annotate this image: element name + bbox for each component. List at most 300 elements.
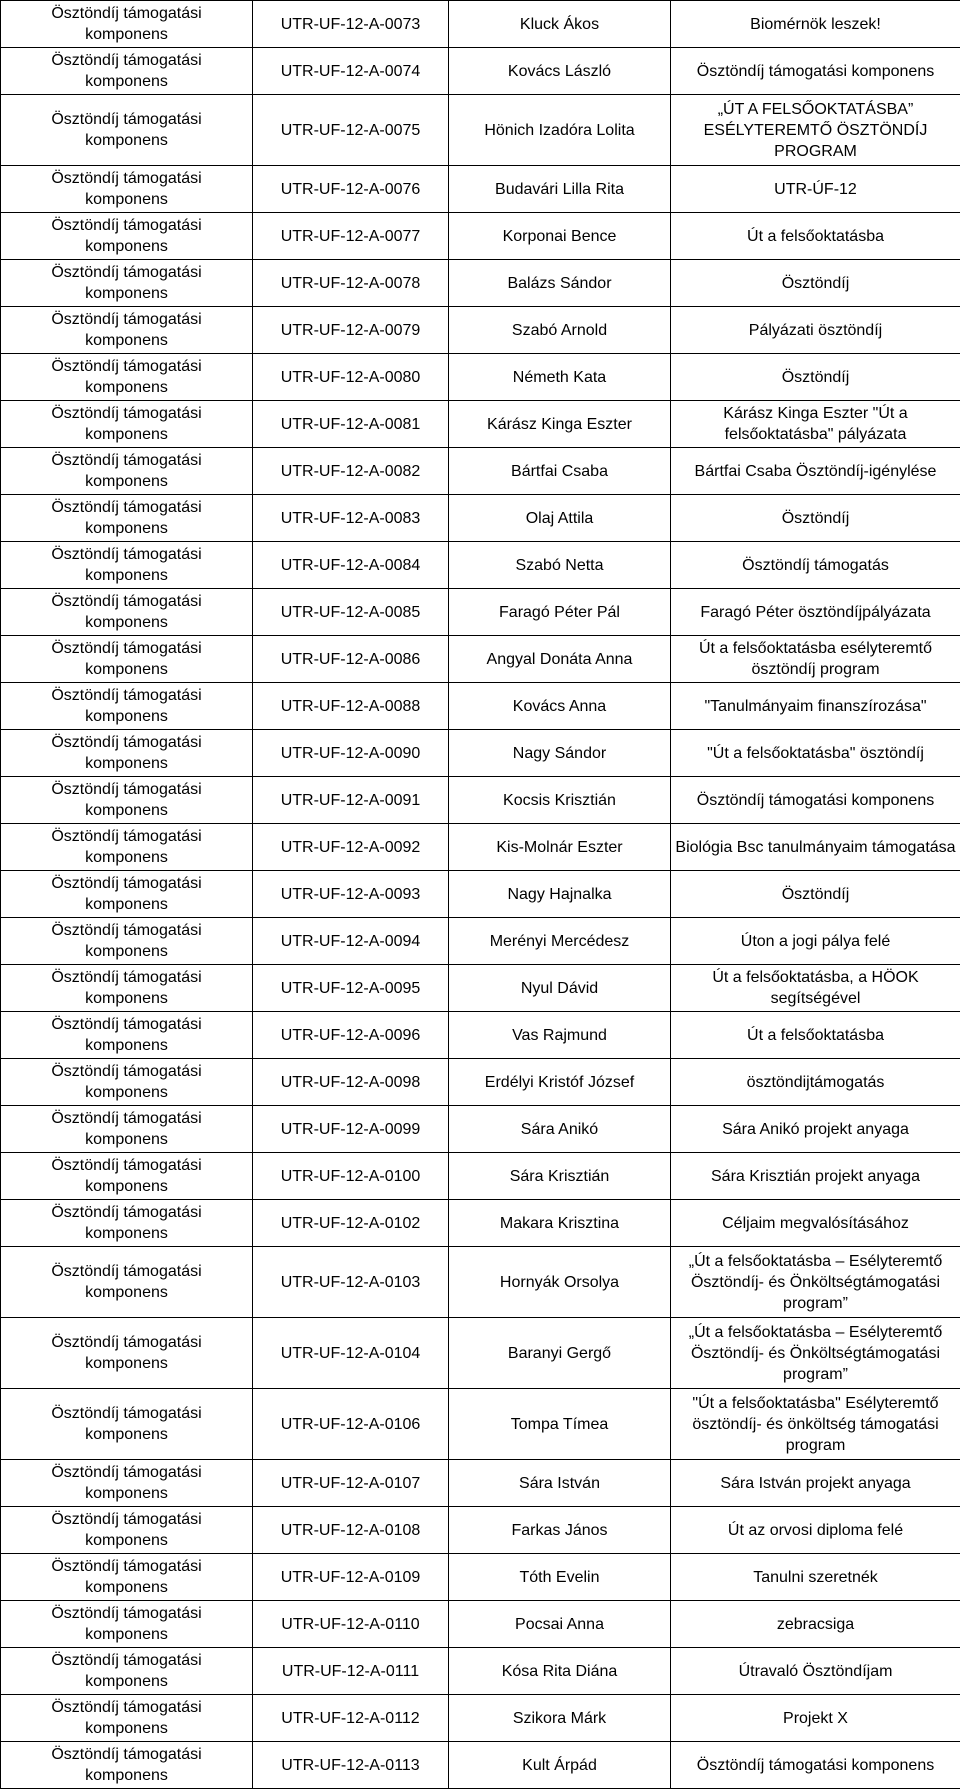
component-cell-text: Ösztöndíj támogatási	[3, 215, 250, 236]
component-cell-text: komponens	[3, 847, 250, 868]
component-cell-text: Ösztöndíj támogatási	[3, 262, 250, 283]
application-id-cell-text: UTR-UF-12-A-0107	[255, 1473, 446, 1494]
component-cell	[1, 448, 253, 495]
component-cell-text: komponens	[3, 330, 250, 351]
applicant-name-cell	[449, 166, 671, 213]
application-id-cell	[253, 730, 449, 777]
table-row	[1, 730, 960, 777]
component-cell-text: Ösztöndíj támogatási	[3, 1332, 250, 1353]
table-row	[1, 1601, 960, 1648]
project-title-cell-text: ösztöndíj- és önköltség támogatási	[673, 1414, 958, 1435]
applicant-name-cell-text: Hornyák Orsolya	[451, 1272, 668, 1293]
applicant-name-cell-text: Nyul Dávid	[451, 978, 668, 999]
project-title-cell-text: Bártfai Csaba Ösztöndíj-igénylése	[673, 461, 958, 482]
application-id-cell	[253, 1460, 449, 1507]
applicant-name-cell	[449, 1554, 671, 1601]
application-id-cell	[253, 1012, 449, 1059]
component-cell-text: Ösztöndíj támogatási	[3, 1261, 250, 1282]
table-row	[1, 777, 960, 824]
component-cell-text: Ösztöndíj támogatási	[3, 109, 250, 130]
project-title-cell	[671, 1601, 960, 1648]
project-title-cell-text: ESÉLYTEREMTŐ ÖSZTÖNDÍJ	[673, 120, 958, 141]
table-row	[1, 1012, 960, 1059]
applicant-name-cell	[449, 1601, 671, 1648]
application-id-cell-text: UTR-UF-12-A-0098	[255, 1072, 446, 1093]
component-cell-text: Ösztöndíj támogatási	[3, 168, 250, 189]
project-title-cell	[671, 1648, 960, 1695]
table-row	[1, 871, 960, 918]
component-cell-text: komponens	[3, 1424, 250, 1445]
applicant-name-cell	[449, 1059, 671, 1106]
component-cell-text: komponens	[3, 424, 250, 445]
component-cell-text: komponens	[3, 941, 250, 962]
application-id-cell	[253, 307, 449, 354]
application-id-cell-text: UTR-UF-12-A-0106	[255, 1414, 446, 1435]
applicant-name-cell	[449, 824, 671, 871]
component-cell	[1, 965, 253, 1012]
component-cell-text: komponens	[3, 1035, 250, 1056]
application-id-cell	[253, 542, 449, 589]
component-cell	[1, 307, 253, 354]
component-cell-text: Ösztöndíj támogatási	[3, 1403, 250, 1424]
project-title-cell-text: "Út a felsőoktatásba" ösztöndíj	[673, 743, 958, 764]
component-cell-text: Ösztöndíj támogatási	[3, 1061, 250, 1082]
application-id-cell	[253, 1601, 449, 1648]
component-cell-text: komponens	[3, 1223, 250, 1244]
component-cell-text: Ösztöndíj támogatási	[3, 1744, 250, 1765]
project-title-cell-text: ösztöndíj program	[673, 659, 958, 680]
component-cell	[1, 1601, 253, 1648]
component-cell-text: Ösztöndíj támogatási	[3, 1202, 250, 1223]
component-cell-text: komponens	[3, 283, 250, 304]
project-title-cell-text: UTR-ÚF-12	[673, 179, 958, 200]
project-title-cell-text: Kárász Kinga Eszter "Út a	[673, 403, 958, 424]
project-title-cell-text: program”	[673, 1364, 958, 1385]
component-cell	[1, 495, 253, 542]
project-title-cell-text: Ösztöndíj	[673, 367, 958, 388]
component-cell-text: Ösztöndíj támogatási	[3, 309, 250, 330]
table-row	[1, 166, 960, 213]
component-cell-text: Ösztöndíj támogatási	[3, 779, 250, 800]
component-cell-text: komponens	[3, 659, 250, 680]
component-cell	[1, 1106, 253, 1153]
applicant-name-cell-text: Erdélyi Kristóf József	[451, 1072, 668, 1093]
table-row	[1, 1695, 960, 1742]
application-id-cell	[253, 1200, 449, 1247]
application-id-cell	[253, 824, 449, 871]
table-row	[1, 307, 960, 354]
application-id-cell-text: UTR-UF-12-A-0078	[255, 273, 446, 294]
applicant-name-cell-text: Tóth Evelin	[451, 1567, 668, 1588]
component-cell	[1, 636, 253, 683]
project-title-cell-text: felsőoktatásba" pályázata	[673, 424, 958, 445]
table-row	[1, 1507, 960, 1554]
project-title-cell-text: Ösztöndíj támogatási komponens	[673, 790, 958, 811]
table-row	[1, 1, 960, 48]
project-title-cell-text: "Út a felsőoktatásba" Esélyteremtő	[673, 1393, 958, 1414]
project-title-cell-text: program	[673, 1435, 958, 1456]
project-title-cell-text: Céljaim megvalósításához	[673, 1213, 958, 1234]
applicant-name-cell-text: Kósa Rita Diána	[451, 1661, 668, 1682]
project-title-cell-text: Út a felsőoktatásba esélyteremtő	[673, 638, 958, 659]
project-title-cell-text: Úton a jogi pálya felé	[673, 931, 958, 952]
application-id-cell	[253, 1389, 449, 1460]
application-id-cell	[253, 636, 449, 683]
project-title-cell	[671, 965, 960, 1012]
component-cell-text: komponens	[3, 1176, 250, 1197]
component-cell	[1, 166, 253, 213]
applicant-name-cell	[449, 307, 671, 354]
component-cell-text: Ösztöndíj támogatási	[3, 638, 250, 659]
component-cell	[1, 1648, 253, 1695]
component-cell	[1, 354, 253, 401]
project-title-cell	[671, 1695, 960, 1742]
applicant-name-cell-text: Sára Anikó	[451, 1119, 668, 1140]
applicant-name-cell-text: Kárász Kinga Eszter	[451, 414, 668, 435]
component-cell	[1, 918, 253, 965]
component-cell	[1, 1059, 253, 1106]
project-title-cell-text: ösztöndijtámogatás	[673, 1072, 958, 1093]
application-id-cell	[253, 1742, 449, 1789]
project-title-cell	[671, 1200, 960, 1247]
table-row	[1, 965, 960, 1012]
project-title-cell	[671, 730, 960, 777]
applicant-name-cell-text: Faragó Péter Pál	[451, 602, 668, 623]
applicant-name-cell	[449, 871, 671, 918]
application-id-cell-text: UTR-UF-12-A-0083	[255, 508, 446, 529]
table-row	[1, 918, 960, 965]
table-row	[1, 824, 960, 871]
application-id-cell	[253, 213, 449, 260]
project-title-cell	[671, 260, 960, 307]
application-id-cell	[253, 1059, 449, 1106]
applicant-name-cell	[449, 542, 671, 589]
applicant-name-cell	[449, 965, 671, 1012]
table-row	[1, 589, 960, 636]
project-title-cell	[671, 871, 960, 918]
application-id-cell	[253, 1318, 449, 1389]
application-id-cell-text: UTR-UF-12-A-0100	[255, 1166, 446, 1187]
applicant-name-cell	[449, 354, 671, 401]
component-cell-text: Ösztöndíj támogatási	[3, 826, 250, 847]
component-cell	[1, 730, 253, 777]
applicant-name-cell	[449, 1460, 671, 1507]
component-cell-text: komponens	[3, 236, 250, 257]
project-title-cell-text: Út a felsőoktatásba, a HÖOK	[673, 967, 958, 988]
project-title-cell	[671, 918, 960, 965]
applicant-name-cell	[449, 1389, 671, 1460]
project-title-cell-text: Útravaló Ösztöndíjam	[673, 1661, 958, 1682]
project-title-cell-text: „Út a felsőoktatásba – Esélyteremtő	[673, 1251, 958, 1272]
application-id-cell-text: UTR-UF-12-A-0076	[255, 179, 446, 200]
component-cell	[1, 1247, 253, 1318]
component-cell	[1, 1507, 253, 1554]
table-row	[1, 683, 960, 730]
application-id-cell	[253, 1695, 449, 1742]
component-cell	[1, 1389, 253, 1460]
applicant-name-cell	[449, 1012, 671, 1059]
application-id-cell	[253, 918, 449, 965]
application-id-cell-text: UTR-UF-12-A-0099	[255, 1119, 446, 1140]
component-cell-text: Ösztöndíj támogatási	[3, 591, 250, 612]
applicant-name-cell	[449, 48, 671, 95]
project-title-cell	[671, 1742, 960, 1789]
component-cell-text: komponens	[3, 753, 250, 774]
project-title-cell-text: Biomérnök leszek!	[673, 14, 958, 35]
component-cell	[1, 1554, 253, 1601]
applicant-name-cell	[449, 1318, 671, 1389]
project-title-cell	[671, 1153, 960, 1200]
component-cell-text: komponens	[3, 1577, 250, 1598]
application-id-cell-text: UTR-UF-12-A-0095	[255, 978, 446, 999]
applicant-name-cell-text: Nagy Hajnalka	[451, 884, 668, 905]
component-cell	[1, 1460, 253, 1507]
project-title-cell-text: Ösztöndíj	[673, 884, 958, 905]
component-cell-text: Ösztöndíj támogatási	[3, 403, 250, 424]
applicant-name-cell-text: Korponai Bence	[451, 226, 668, 247]
table-row	[1, 213, 960, 260]
applicant-name-cell	[449, 495, 671, 542]
component-cell-text: komponens	[3, 612, 250, 633]
component-cell-text: komponens	[3, 71, 250, 92]
application-id-cell-text: UTR-UF-12-A-0074	[255, 61, 446, 82]
component-cell-text: komponens	[3, 1765, 250, 1786]
project-title-cell-text: segítségével	[673, 988, 958, 1009]
component-cell	[1, 260, 253, 307]
project-title-cell	[671, 401, 960, 448]
applicant-name-cell-text: Kocsis Krisztián	[451, 790, 668, 811]
project-title-cell-text: „ÚT A FELSŐOKTATÁSBA”	[673, 99, 958, 120]
component-cell	[1, 1742, 253, 1789]
application-id-cell	[253, 448, 449, 495]
project-title-cell-text: Ösztöndíj- és Önköltségtámogatási	[673, 1272, 958, 1293]
project-title-cell-text: zebracsiga	[673, 1614, 958, 1635]
component-cell-text: Ösztöndíj támogatási	[3, 356, 250, 377]
project-title-cell-text: Ösztöndíj	[673, 273, 958, 294]
application-id-cell-text: UTR-UF-12-A-0096	[255, 1025, 446, 1046]
table-row	[1, 448, 960, 495]
component-cell-text: Ösztöndíj támogatási	[3, 1650, 250, 1671]
component-cell-text: komponens	[3, 1718, 250, 1739]
component-cell-text: komponens	[3, 130, 250, 151]
component-cell-text: komponens	[3, 706, 250, 727]
component-cell-text: Ösztöndíj támogatási	[3, 1014, 250, 1035]
applicant-name-cell-text: Budavári Lilla Rita	[451, 179, 668, 200]
project-title-cell	[671, 1059, 960, 1106]
component-cell-text: komponens	[3, 1282, 250, 1303]
project-title-cell-text: Pályázati ösztöndíj	[673, 320, 958, 341]
project-title-cell-text: Tanulni szeretnék	[673, 1567, 958, 1588]
component-cell	[1, 1695, 253, 1742]
applicant-name-cell	[449, 730, 671, 777]
application-id-cell-text: UTR-UF-12-A-0110	[255, 1614, 446, 1635]
application-id-cell	[253, 871, 449, 918]
component-cell-text: komponens	[3, 518, 250, 539]
project-title-cell-text: Út a felsőoktatásba	[673, 226, 958, 247]
component-cell	[1, 1318, 253, 1389]
project-title-cell	[671, 589, 960, 636]
component-cell-text: Ösztöndíj támogatási	[3, 497, 250, 518]
applicant-name-cell-text: Balázs Sándor	[451, 273, 668, 294]
application-id-cell	[253, 1648, 449, 1695]
applicant-name-cell-text: Németh Kata	[451, 367, 668, 388]
component-cell-text: Ösztöndíj támogatási	[3, 967, 250, 988]
project-title-cell-text: Ösztöndíj támogatási komponens	[673, 1755, 958, 1776]
application-id-cell	[253, 1507, 449, 1554]
project-title-cell-text: Ösztöndíj támogatás	[673, 555, 958, 576]
application-id-cell-text: UTR-UF-12-A-0092	[255, 837, 446, 858]
application-id-cell	[253, 95, 449, 166]
component-cell-text: Ösztöndíj támogatási	[3, 732, 250, 753]
component-cell	[1, 542, 253, 589]
project-title-cell-text: "Tanulmányaim finanszírozása"	[673, 696, 958, 717]
application-id-cell	[253, 260, 449, 307]
application-id-cell	[253, 166, 449, 213]
component-cell	[1, 48, 253, 95]
table-row	[1, 1247, 960, 1318]
applicant-name-cell-text: Makara Krisztina	[451, 1213, 668, 1234]
table-row	[1, 48, 960, 95]
component-cell-text: komponens	[3, 1353, 250, 1374]
applicant-name-cell	[449, 1648, 671, 1695]
component-cell-text: komponens	[3, 1483, 250, 1504]
applicant-name-cell	[449, 1, 671, 48]
table-row	[1, 1554, 960, 1601]
applicant-name-cell-text: Merényi Mercédesz	[451, 931, 668, 952]
application-id-cell-text: UTR-UF-12-A-0112	[255, 1708, 446, 1729]
application-id-cell-text: UTR-UF-12-A-0080	[255, 367, 446, 388]
application-id-cell-text: UTR-UF-12-A-0103	[255, 1272, 446, 1293]
applicant-name-cell	[449, 918, 671, 965]
table-row	[1, 260, 960, 307]
applicant-name-cell-text: Kis-Molnár Eszter	[451, 837, 668, 858]
project-title-cell	[671, 166, 960, 213]
applicant-name-cell-text: Pocsai Anna	[451, 1614, 668, 1635]
table-row	[1, 1106, 960, 1153]
project-title-cell	[671, 777, 960, 824]
project-title-cell-text: Ösztöndíj támogatási komponens	[673, 61, 958, 82]
component-cell-text: Ösztöndíj támogatási	[3, 544, 250, 565]
component-cell	[1, 95, 253, 166]
component-cell-text: komponens	[3, 1082, 250, 1103]
component-cell-text: Ösztöndíj támogatási	[3, 920, 250, 941]
component-cell-text: komponens	[3, 800, 250, 821]
component-cell-text: Ösztöndíj támogatási	[3, 685, 250, 706]
project-title-cell	[671, 1012, 960, 1059]
application-id-cell	[253, 48, 449, 95]
application-id-cell-text: UTR-UF-12-A-0073	[255, 14, 446, 35]
application-id-cell-text: UTR-UF-12-A-0091	[255, 790, 446, 811]
application-id-cell	[253, 1106, 449, 1153]
component-cell	[1, 589, 253, 636]
component-cell-text: Ösztöndíj támogatási	[3, 1556, 250, 1577]
component-cell-text: Ösztöndíj támogatási	[3, 1462, 250, 1483]
applicant-name-cell	[449, 683, 671, 730]
table-row	[1, 95, 960, 166]
component-cell-text: Ösztöndíj támogatási	[3, 873, 250, 894]
applicant-name-cell	[449, 589, 671, 636]
applicant-name-cell	[449, 777, 671, 824]
applicant-name-cell-text: Vas Rajmund	[451, 1025, 668, 1046]
table-row	[1, 1059, 960, 1106]
application-id-cell	[253, 1153, 449, 1200]
application-id-cell-text: UTR-UF-12-A-0088	[255, 696, 446, 717]
applicant-name-cell-text: Angyal Donáta Anna	[451, 649, 668, 670]
project-title-cell	[671, 1, 960, 48]
project-title-cell	[671, 683, 960, 730]
component-cell	[1, 1200, 253, 1247]
component-cell-text: Ösztöndíj támogatási	[3, 1697, 250, 1718]
component-cell-text: Ösztöndíj támogatási	[3, 1155, 250, 1176]
project-title-cell	[671, 824, 960, 871]
table-row	[1, 1389, 960, 1460]
application-id-cell-text: UTR-UF-12-A-0113	[255, 1755, 446, 1776]
applicant-name-cell-text: Farkas János	[451, 1520, 668, 1541]
component-cell	[1, 213, 253, 260]
component-cell	[1, 1153, 253, 1200]
component-cell-text: komponens	[3, 471, 250, 492]
application-id-cell	[253, 965, 449, 1012]
component-cell-text: komponens	[3, 1129, 250, 1150]
application-id-cell-text: UTR-UF-12-A-0090	[255, 743, 446, 764]
applicant-name-cell	[449, 1106, 671, 1153]
project-title-cell	[671, 1507, 960, 1554]
applicant-name-cell	[449, 1153, 671, 1200]
applicant-name-cell-text: Baranyi Gergő	[451, 1343, 668, 1364]
component-cell-text: komponens	[3, 565, 250, 586]
application-id-cell-text: UTR-UF-12-A-0081	[255, 414, 446, 435]
application-id-cell	[253, 1247, 449, 1318]
application-id-cell-text: UTR-UF-12-A-0077	[255, 226, 446, 247]
application-id-cell	[253, 354, 449, 401]
applicant-name-cell-text: Hönich Izadóra Lolita	[451, 120, 668, 141]
project-title-cell	[671, 1318, 960, 1389]
applicant-name-cell	[449, 1247, 671, 1318]
application-id-cell-text: UTR-UF-12-A-0079	[255, 320, 446, 341]
project-title-cell	[671, 1460, 960, 1507]
project-title-cell	[671, 495, 960, 542]
component-cell-text: Ösztöndíj támogatási	[3, 1509, 250, 1530]
application-id-cell	[253, 1, 449, 48]
applicant-name-cell-text: Nagy Sándor	[451, 743, 668, 764]
applicant-name-cell	[449, 636, 671, 683]
project-title-cell	[671, 636, 960, 683]
applicant-name-cell	[449, 260, 671, 307]
project-title-cell-text: PROGRAM	[673, 141, 958, 162]
application-id-cell-text: UTR-UF-12-A-0094	[255, 931, 446, 952]
component-cell	[1, 777, 253, 824]
applicant-name-cell	[449, 401, 671, 448]
project-title-cell	[671, 1247, 960, 1318]
project-title-cell	[671, 213, 960, 260]
applicant-name-cell	[449, 1200, 671, 1247]
application-id-cell-text: UTR-UF-12-A-0111	[255, 1661, 446, 1682]
project-title-cell-text: Sára István projekt anyaga	[673, 1473, 958, 1494]
application-id-cell-text: UTR-UF-12-A-0085	[255, 602, 446, 623]
component-cell	[1, 1012, 253, 1059]
applicant-name-cell	[449, 1695, 671, 1742]
project-title-cell-text: Biológia Bsc tanulmányaim támogatása	[673, 837, 958, 858]
table-row	[1, 401, 960, 448]
component-cell-text: komponens	[3, 894, 250, 915]
component-cell	[1, 871, 253, 918]
component-cell-text: komponens	[3, 24, 250, 45]
application-id-cell-text: UTR-UF-12-A-0108	[255, 1520, 446, 1541]
table-row	[1, 1742, 960, 1789]
application-id-cell	[253, 589, 449, 636]
component-cell-text: Ösztöndíj támogatási	[3, 450, 250, 471]
table-row	[1, 1200, 960, 1247]
